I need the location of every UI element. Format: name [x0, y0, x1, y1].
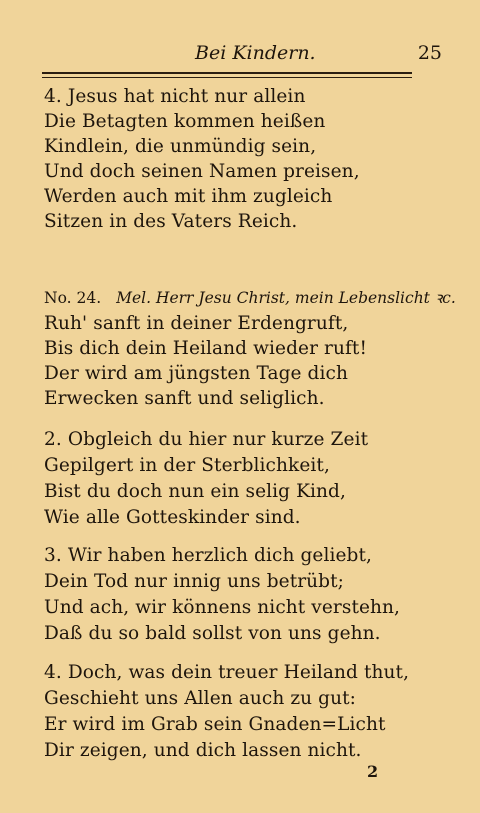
- verse-line: Daß du so bald sollst von uns gehn.: [44, 623, 381, 644]
- page-number: 25: [417, 42, 442, 64]
- verse-line: Wie alle Gotteskinder sind.: [44, 507, 301, 528]
- verse-line: 4. Jesus hat nicht nur allein: [44, 86, 306, 107]
- verse-line: 4. Doch, was dein treuer Heiland thut,: [44, 662, 410, 683]
- verse-line: 3. Wir haben herzlich dich geliebt,: [44, 545, 372, 566]
- hymn-number: No. 24.: [44, 289, 102, 307]
- verse-line: Dir zeigen, und dich lassen nicht.: [44, 740, 362, 761]
- verse-line: Ruh' sanft in deiner Erdengruft,: [44, 313, 349, 334]
- verse-line: Dein Tod nur innig uns betrübt;: [44, 571, 344, 592]
- verse-line: Bis dich dein Heiland wieder ruft!: [44, 338, 367, 359]
- verse-line: Und ach, wir könnens nicht verstehn,: [44, 597, 401, 618]
- header-rule-thin: [42, 77, 412, 78]
- hymn-heading: [44, 286, 456, 308]
- verse-line: Die Betagten kommen heißen: [44, 111, 326, 132]
- page-header: [0, 42, 480, 72]
- hymn-melody: Mel. Herr Jesu Christ, mein Lebenslicht ꝛc.: [116, 289, 456, 307]
- verse-line: Geschieht uns Allen auch zu gut:: [44, 688, 356, 709]
- verse-line: Bist du doch nun ein selig Kind,: [44, 481, 346, 502]
- header-rule: [42, 72, 412, 74]
- verse-line: Gepilgert in der Sterblichkeit,: [44, 455, 330, 476]
- verse-line: 2. Obgleich du hier nur kurze Zeit: [44, 429, 369, 450]
- verse-line: Er wird im Grab sein Gnaden=Licht: [44, 714, 386, 735]
- running-head: Bei Kindern.: [195, 42, 316, 64]
- verse-line: Werden auch mit ihm zugleich: [44, 186, 333, 207]
- signature-mark: 2: [367, 762, 379, 781]
- verse-line: Kindlein, die unmündig sein,: [44, 136, 317, 157]
- verse-line: Sitzen in des Vaters Reich.: [44, 211, 298, 232]
- verse-line: Erwecken sanft und seliglich.: [44, 388, 325, 409]
- verse-line: Und doch seinen Namen preisen,: [44, 161, 360, 182]
- verse-line: Der wird am jüngsten Tage dich: [44, 363, 348, 384]
